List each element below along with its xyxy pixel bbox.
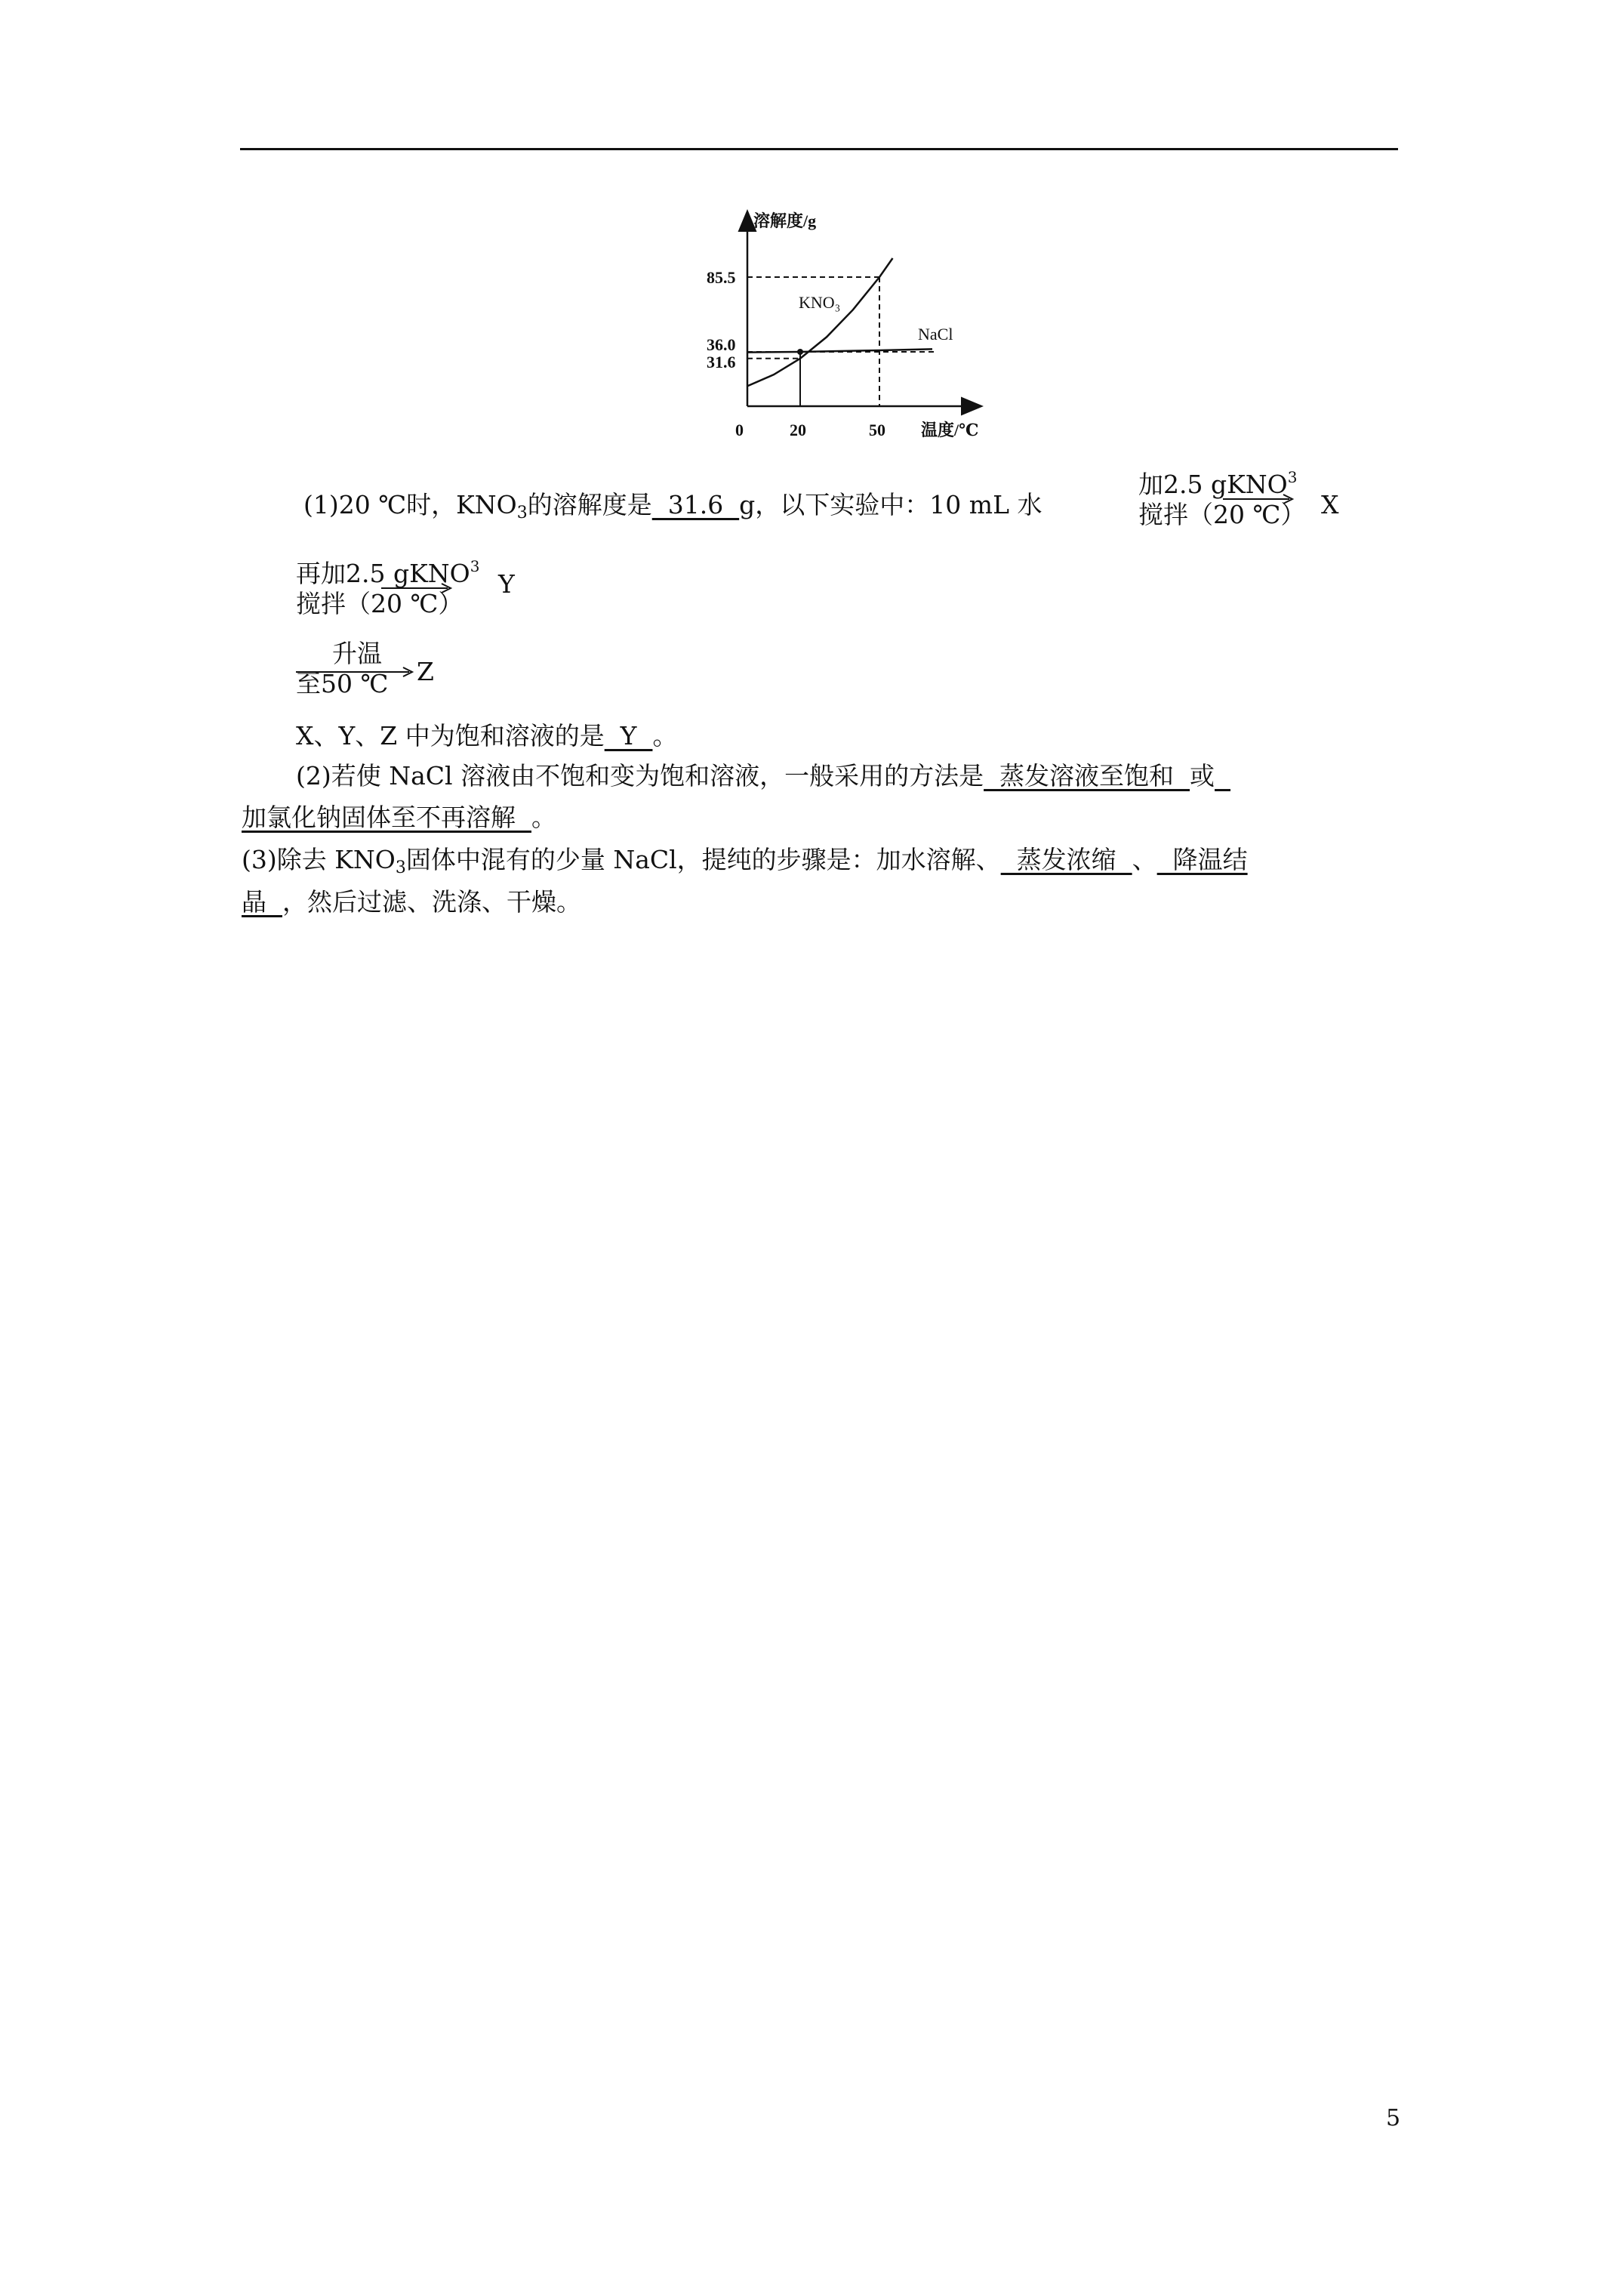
q1-line: (1)20 ℃时，$KNO_3$的溶解度是 31.6 g，以下实验中：10 mL 水 [303, 490, 1042, 522]
answer-blank-step-2-start: 降温结 [1156, 845, 1248, 874]
answer-blank-method-2: 加氯化钠固体至不再溶解 [242, 803, 531, 832]
y-tick-label: 36.0 [707, 335, 736, 354]
answer-blank-solubility: 31.6 [651, 490, 740, 519]
reaction-arrow-1 [1223, 494, 1295, 504]
q3-line-1: (3)除去 $KNO_3$固体中混有的少量 NaCl，提纯的步骤是：加水溶解、 蒸发浓缩 、 降温结 [242, 845, 1248, 877]
x-tick-label: 20 [790, 421, 806, 439]
answer-blank-saturated: Y [604, 721, 653, 750]
q3-line-2: 晶 ，然后过滤、洗涤、干燥。 [242, 887, 581, 917]
reaction-step-3: 升温 至50 ℃ [296, 639, 389, 698]
x-tick-label: 0 [735, 421, 744, 439]
answer-blank-step-1: 蒸发浓缩 [1000, 845, 1132, 874]
x-axis-label: 温度/℃ [921, 421, 979, 439]
answer-blank-step-2: 晶 [242, 887, 282, 917]
reaction-step-1: 加2.5 gKNO$^3$ 搅拌（20 ℃） [1138, 468, 1306, 529]
answer-blank-method-1: 蒸发溶液至饱和 [984, 761, 1190, 791]
solution-y: Y [498, 569, 515, 599]
kno3-series-label: KNO₃ [799, 293, 841, 312]
y-axis-label: 溶解度/g [753, 211, 817, 230]
series-labels [799, 293, 953, 344]
q2-line-2: 加氯化钠固体至不再溶解 。 [242, 803, 556, 832]
answer-blank-method-2-start [1215, 761, 1230, 791]
guide-lines [747, 277, 938, 406]
y-tick-label: 31.6 [707, 352, 736, 371]
q2-line-1: (2)若使 NaCl 溶液由不饱和变为饱和溶液，一般采用的方法是 蒸发溶液至饱和 或 [296, 760, 1230, 793]
tick-labels [707, 268, 885, 439]
x-tick-label: 50 [869, 421, 885, 439]
solubility-chart [664, 196, 996, 453]
q1-question-line: X、Y、Z 中为饱和溶液的是 Y 。 [296, 721, 678, 750]
header-rule [240, 148, 1398, 150]
y-tick-label: 85.5 [707, 268, 736, 287]
nacl-series-label: NaCl [918, 325, 953, 344]
solution-z: Z [417, 657, 434, 686]
page-number: 5 [1386, 2105, 1401, 2131]
solution-x: X [1321, 490, 1339, 519]
reaction-arrow-2 [381, 583, 454, 593]
reaction-arrow-3 [296, 667, 417, 677]
reaction-step-2: 再加2.5 gKNO$^3$ 搅拌（20 ℃） [296, 557, 480, 618]
